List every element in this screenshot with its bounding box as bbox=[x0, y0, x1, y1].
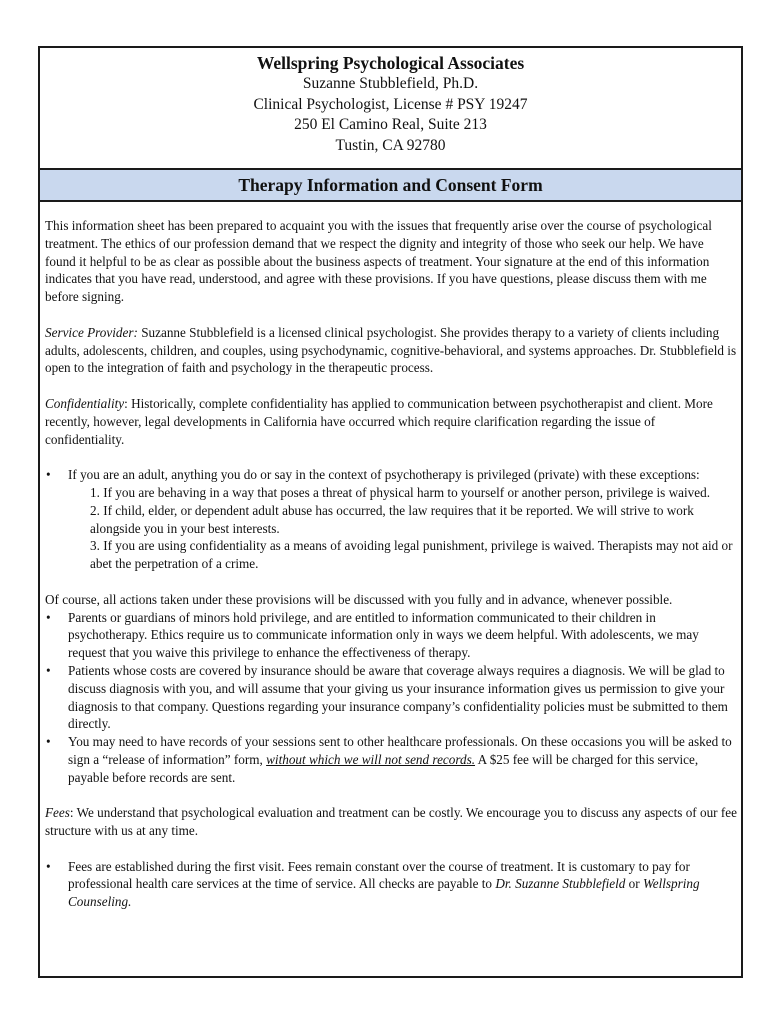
bullet-icon: • bbox=[46, 609, 51, 625]
psychologist-name: Suzanne Stubblefield, Ph.D. bbox=[302, 75, 479, 92]
confidentiality-paragraph bbox=[45, 395, 737, 448]
service-provider-paragraph bbox=[45, 324, 737, 377]
list-item bbox=[45, 662, 737, 733]
exception-item: 3. If you are using confidentiality as a means of avoiding legal punishment, privilege is waived. Therapists may not aid or abet the perpetration of a crime. bbox=[90, 538, 733, 572]
address-city: Tustin, CA 92780 bbox=[335, 136, 446, 154]
bullet-icon: • bbox=[46, 734, 51, 750]
address-street: 250 El Camino Real, Suite 213 bbox=[294, 116, 487, 133]
fees-label: Fees bbox=[45, 805, 70, 821]
practice-name: Wellspring Psychological Associates bbox=[256, 53, 525, 73]
letterhead bbox=[40, 48, 741, 170]
insurance-bullet-text: Patients whose costs are covered by insurance should be aware that coverage always requires a diagnosis. We will be glad to discuss diagnosis with you, and will assume that your giving us your insurance information gives us permission to give your diagnosis to that company. Questions regarding your insurance company’s confidentiality policies must be submitted to them directly. bbox=[68, 662, 728, 732]
bullet-icon: • bbox=[46, 467, 51, 483]
confidentiality-bullet-list bbox=[45, 609, 737, 787]
bullet-icon: • bbox=[46, 662, 51, 678]
bullet-icon: • bbox=[46, 858, 51, 874]
payee-org: Wellspring Counseling. bbox=[68, 876, 700, 910]
exception-item: 1. If you are behaving in a way that poses a threat of physical harm to yourself or another person, privilege is waived. bbox=[90, 484, 710, 500]
intro-paragraph: This information sheet has been prepared to acquaint you with the issues that frequently arise over the course of psychological treatment. The ethics of our profession demand that we respect the dignity and integrity of those who seek our help. We have found it helpful to be as clear as possible about the business aspects of treatment. Your signature at the end of this information indicates that you have read, understood, and agree with these provisions. If you have questions, please discuss them with me before signing. bbox=[45, 218, 712, 305]
fees-bullet-text: Fees are established during the first visit. Fees remain constant over the course of treatment. It is customary to pay for professional health care services at the time of service. All checks are payable to bbox=[68, 858, 690, 892]
records-bullet-text: You may need to have records of your sessions sent to other healthcare professionals. On these occasions you will be asked to sign a “release of information” form, bbox=[68, 734, 732, 767]
list-item bbox=[45, 858, 737, 911]
minors-bullet-text: Parents or guardians of minors hold privilege, and are entitled to information communicated to their children in psychotherapy. Ethics require us to communicate information only in ways we deem helpful. With adolescents, we may request that you waive this privilege to enhance the effectiveness of therapy. bbox=[68, 609, 699, 661]
form-title: Therapy Information and Consent Form bbox=[40, 170, 741, 202]
license-line: Clinical Psychologist, License # PSY 19247 bbox=[253, 95, 528, 113]
exceptions-list bbox=[68, 484, 737, 573]
confidentiality-text: : Historically, complete confidentiality has applied to communication between psychotherapist and client. More recently, however, legal developments in California have occurred which require clarification regarding the issue of confidentiality. bbox=[45, 395, 713, 447]
of-course-paragraph: Of course, all actions taken under these provisions will be discussed with you fully and in advance, whenever possible. bbox=[45, 591, 673, 607]
list-item bbox=[45, 466, 737, 573]
service-provider-text: Suzanne Stubblefield is a licensed clinical psychologist. She provides therapy to a variety of clients including adults, adolescents, children, and couples, using psychodynamic, cognitive-behavioral, and systems approaches. Dr. Stubblefield is open to the integration of faith and psychology in the therapeutic process. bbox=[45, 324, 737, 376]
exception-item: 2. If child, elder, or dependent adult abuse has occurred, the law requires that it be reported. We will strive to work alongside you in your best interests. bbox=[90, 502, 694, 536]
fees-text: : We understand that psychological evaluation and treatment can be costly. We encourage you to discuss any aspects of our fee structure with us at any time. bbox=[45, 805, 737, 839]
form-body bbox=[40, 202, 741, 911]
fees-bullet-list bbox=[45, 858, 737, 911]
confidentiality-label: Confidentiality bbox=[45, 395, 125, 411]
or-text: or bbox=[625, 876, 643, 892]
service-provider-label: Service Provider: bbox=[45, 324, 138, 340]
adult-exceptions-intro: If you are an adult, anything you do or say in the context of psychotherapy is privileged (private) with these exceptions: bbox=[68, 467, 700, 483]
list-item bbox=[45, 609, 737, 662]
form-frame bbox=[38, 46, 743, 978]
list-item bbox=[45, 733, 737, 786]
payee-name: Dr. Suzanne Stubblefield bbox=[495, 876, 626, 892]
records-fee-text: A $25 fee will be charged for this service, payable before records are sent. bbox=[68, 751, 699, 785]
records-emphasis: without which we will not send records. bbox=[266, 751, 476, 767]
fees-paragraph bbox=[45, 804, 737, 840]
adult-bullet-list bbox=[45, 466, 737, 573]
